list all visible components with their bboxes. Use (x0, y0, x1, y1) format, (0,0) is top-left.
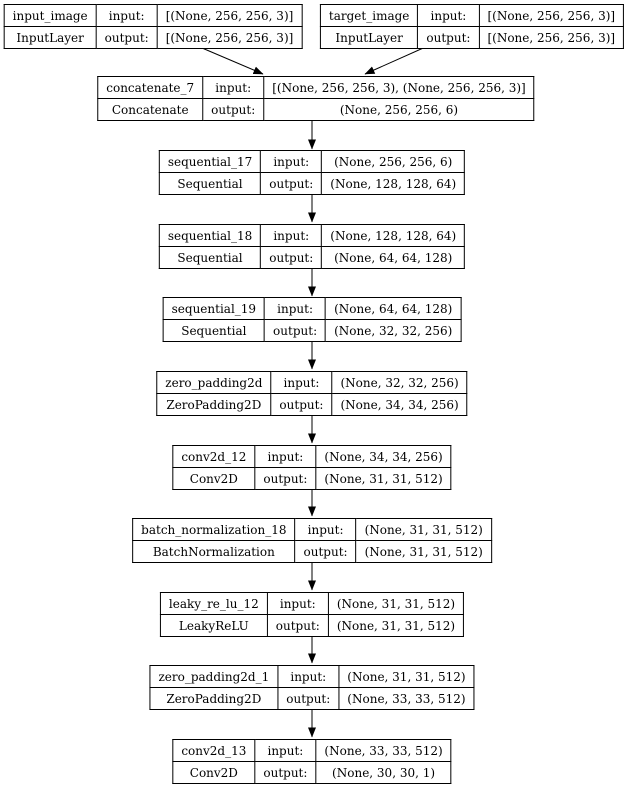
layer-type: Conv2D (173, 762, 255, 784)
node-batch-normalization-18 (132, 518, 492, 563)
layer-name: zero_padding2d (157, 372, 271, 394)
node-zero-padding2d-1 (149, 665, 474, 710)
output-label: output: (267, 615, 328, 637)
layer-record (172, 739, 451, 784)
output-label: output: (278, 688, 339, 710)
output-label: output: (265, 320, 326, 342)
layer-type: Conv2D (173, 468, 255, 490)
layer-record (4, 4, 303, 49)
input-label: input: (261, 151, 322, 173)
input-label: input: (418, 5, 479, 27)
layer-name: input_image (4, 5, 96, 27)
layer-name: zero_padding2d_1 (150, 666, 278, 688)
input-shape: (None, 32, 32, 256) (332, 372, 467, 394)
node-sequential-18 (159, 224, 465, 269)
layer-record (163, 297, 462, 342)
layer-type: ZeroPadding2D (157, 394, 271, 416)
layer-name: sequential_18 (159, 225, 260, 247)
layer-name: batch_normalization_18 (133, 519, 295, 541)
output-shape: (None, 64, 64, 128) (322, 247, 465, 269)
node-leaky-re-lu-12 (160, 592, 464, 637)
output-label: output: (255, 468, 316, 490)
layer-record (172, 445, 451, 490)
input-label: input: (203, 77, 264, 99)
input-shape: (None, 31, 31, 512) (339, 666, 474, 688)
input-shape: [(None, 256, 256, 3), (None, 256, 256, 3)] (264, 77, 535, 99)
layer-name: sequential_19 (163, 298, 264, 320)
layer-name: conv2d_12 (173, 446, 255, 468)
node-conv2d-13 (172, 739, 451, 784)
input-label: input: (255, 446, 316, 468)
input-label: input: (267, 593, 328, 615)
layer-record (132, 518, 492, 563)
input-label: input: (255, 740, 316, 762)
output-shape: (None, 256, 256, 6) (264, 99, 535, 121)
layer-type: Sequential (159, 247, 260, 269)
output-label: output: (295, 541, 356, 563)
edge-target-image-to-concatenate (365, 45, 430, 74)
input-shape: [(None, 256, 256, 3)] (157, 5, 302, 27)
input-shape: (None, 256, 256, 6) (322, 151, 465, 173)
output-shape: (None, 31, 31, 512) (328, 615, 463, 637)
output-label: output: (96, 27, 157, 49)
layer-type: LeakyReLU (160, 615, 267, 637)
layer-type: InputLayer (4, 27, 96, 49)
input-shape: (None, 33, 33, 512) (316, 740, 451, 762)
input-shape: (None, 31, 31, 512) (356, 519, 491, 541)
layer-type: Sequential (163, 320, 264, 342)
layer-type: Concatenate (98, 99, 203, 121)
output-shape: (None, 32, 32, 256) (326, 320, 461, 342)
output-shape: (None, 33, 33, 512) (339, 688, 474, 710)
node-conv2d-12 (172, 445, 451, 490)
output-label: output: (203, 99, 264, 121)
layer-record (159, 150, 465, 195)
output-shape: (None, 34, 34, 256) (332, 394, 467, 416)
layer-type: InputLayer (320, 27, 417, 49)
input-shape: [(None, 256, 256, 3)] (479, 5, 624, 27)
input-label: input: (278, 666, 339, 688)
edge-input-image-to-concatenate (195, 45, 263, 74)
node-sequential-17 (159, 150, 465, 195)
output-shape: [(None, 256, 256, 3)] (479, 27, 624, 49)
layer-record (97, 76, 534, 121)
layer-type: ZeroPadding2D (150, 688, 278, 710)
node-input-image (4, 4, 303, 49)
node-concatenate-7 (97, 76, 534, 121)
input-label: input: (261, 225, 322, 247)
output-label: output: (255, 762, 316, 784)
input-label: input: (265, 298, 326, 320)
input-shape: (None, 128, 128, 64) (322, 225, 465, 247)
layer-name: conv2d_13 (173, 740, 255, 762)
output-shape: (None, 128, 128, 64) (322, 173, 465, 195)
input-label: input: (96, 5, 157, 27)
node-zero-padding2d (156, 371, 467, 416)
input-label: input: (271, 372, 332, 394)
layer-record (160, 592, 464, 637)
output-label: output: (271, 394, 332, 416)
output-shape: (None, 31, 31, 512) (316, 468, 451, 490)
layer-name: leaky_re_lu_12 (160, 593, 267, 615)
layer-name: concatenate_7 (98, 77, 203, 99)
layer-type: BatchNormalization (133, 541, 295, 563)
node-target-image (320, 4, 624, 49)
output-shape: [(None, 256, 256, 3)] (157, 27, 302, 49)
output-label: output: (261, 247, 322, 269)
layer-record (320, 4, 624, 49)
input-shape: (None, 34, 34, 256) (316, 446, 451, 468)
node-sequential-19 (163, 297, 462, 342)
layer-type: Sequential (159, 173, 260, 195)
input-shape: (None, 64, 64, 128) (326, 298, 461, 320)
input-label: input: (295, 519, 356, 541)
layer-name: target_image (320, 5, 417, 27)
output-shape: (None, 31, 31, 512) (356, 541, 491, 563)
input-shape: (None, 31, 31, 512) (328, 593, 463, 615)
layer-record (159, 224, 465, 269)
layer-record (156, 371, 467, 416)
output-shape: (None, 30, 30, 1) (316, 762, 451, 784)
layer-name: sequential_17 (159, 151, 260, 173)
output-label: output: (261, 173, 322, 195)
layer-record (149, 665, 474, 710)
output-label: output: (418, 27, 479, 49)
